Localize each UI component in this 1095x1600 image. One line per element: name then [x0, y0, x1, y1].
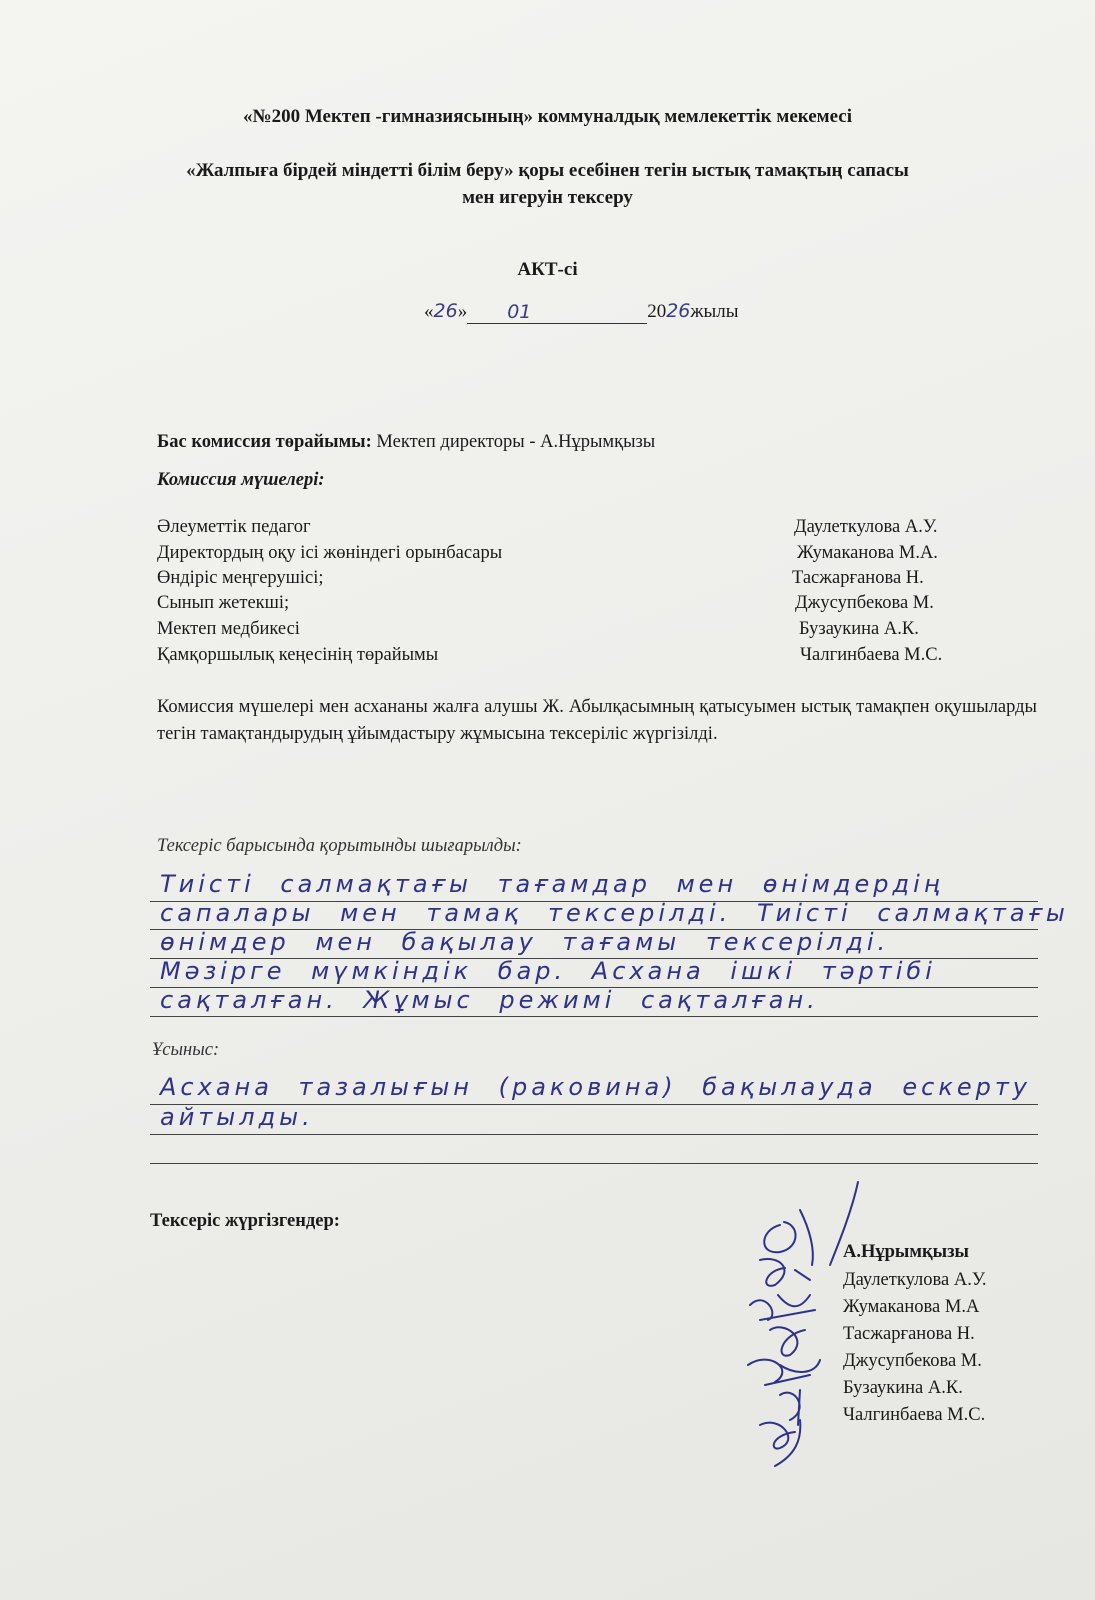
member-role: Сынып жетекші; [157, 593, 290, 613]
date-year-suffix: 26 [666, 300, 691, 322]
members-heading: Комиссия мүшелері: [157, 470, 325, 490]
signer-name: Джусупбекова М. [843, 1351, 982, 1371]
signer-name: Жумаканова М.А [843, 1297, 980, 1317]
ruled-line [150, 1016, 1038, 1017]
handwritten-conclusion-line: өнімдер мен бақылау тағамы тексерілді. [160, 928, 890, 956]
chairman-value: Мектеп директоры - А.Нұрымқызы [376, 432, 656, 452]
signer-name: Чалгинбаева М.С. [843, 1405, 986, 1425]
ruled-line [150, 1163, 1038, 1164]
act-subject-line-2: мен игеруін тексеру [462, 187, 633, 208]
signer-name: Бузаукина А.К. [843, 1378, 963, 1398]
inspectors-heading: Тексеріс жүргізгендер: [150, 1211, 340, 1231]
date-month: 01 [507, 301, 532, 323]
institution-title: «№200 Мектеп -гимназиясының» коммуналдық мемлекеттік мекемесі [243, 106, 852, 127]
chairman-line [157, 432, 655, 453]
member-role: Қамқоршылық кеңесінің төрайымы [157, 645, 439, 665]
date-month-blank [467, 301, 647, 324]
member-name: Бузаукина А.К. [799, 619, 919, 639]
chairman-label: Бас комиссия төрайымы: [157, 432, 372, 452]
ruled-line [150, 1134, 1038, 1135]
handwritten-proposal-line: айтылды. [160, 1103, 314, 1131]
member-role: Әлеуметтік педагог [157, 517, 311, 537]
date-year-word: жылы [690, 301, 739, 322]
handwritten-conclusion-line: Мәзірге мүмкіндік бар. Асхана ішкі тәртібі [160, 957, 936, 985]
inspection-paragraph: Комиссия мүшелері мен асхананы жалға алушы Ж. Абылқасымның қатысуымен ыстық тамақпен оқушыларды тегін тамақтандырудың ұйымдастыру жұмысына тексеріліс жүргізілді. [157, 697, 1037, 744]
member-role: Өндіріс меңгерушісі; [157, 568, 324, 588]
act-subject-line-1: «Жалпыға бірдей міндетті білім беру» қоры есебінен тегін ыстық тамақтың сапасы [186, 160, 909, 181]
proposal-heading: Ұсыныс: [152, 1040, 220, 1060]
member-name: Джусупбекова М. [795, 593, 934, 613]
signer-name: Даулеткулова А.У. [843, 1270, 987, 1290]
signer-name: А.Нұрымқызы [843, 1242, 969, 1262]
act-date [424, 300, 739, 324]
date-close-quote: » [457, 301, 468, 322]
handwritten-proposal-line: Асхана тазалығын (раковина) бақылауда ескерту [160, 1073, 1032, 1101]
member-name: Даулеткулова А.У. [794, 517, 938, 537]
member-name: Чалгинбаева М.С. [800, 645, 943, 665]
member-name: Тасжарғанова Н. [792, 568, 924, 588]
member-role: Мектеп медбикесі [157, 619, 300, 639]
date-day: 26 [433, 300, 458, 322]
date-open-quote: « [424, 301, 434, 322]
handwritten-conclusion-line: Тиісті салмақтағы тағамдар мен өнімдердің [160, 870, 944, 898]
member-name: Жумаканова М.А. [797, 543, 938, 563]
signer-name: Тасжарғанова Н. [843, 1324, 975, 1344]
handwritten-conclusion-line: сақталған. Жұмыс режимі сақталған. [160, 986, 819, 1014]
conclusion-heading: Тексеріс барысында қорытынды шығарылды: [157, 836, 522, 856]
date-year-prefix: 20 [647, 301, 667, 322]
handwritten-conclusion-line: сапалары мен тамақ тексерілді. Тиісті салмақтағы [160, 899, 1069, 927]
act-title: АКТ-сі [517, 259, 578, 280]
member-role: Директордың оқу ісі жөніндегі орынбасары [157, 543, 503, 563]
